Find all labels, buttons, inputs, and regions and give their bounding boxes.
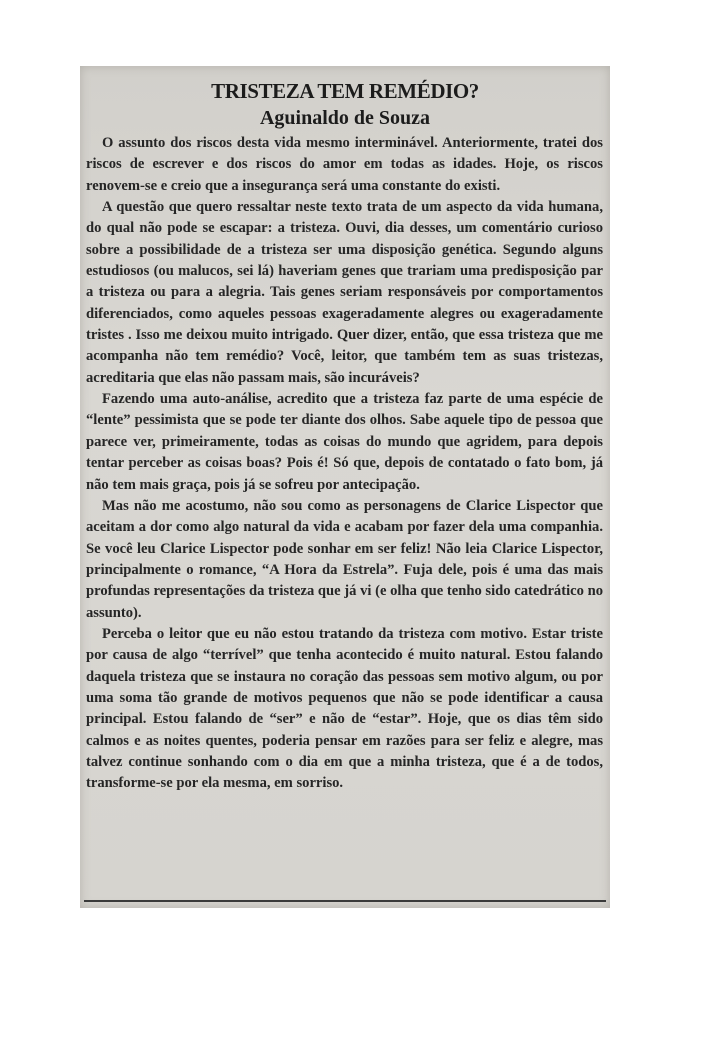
article-body <box>86 133 603 795</box>
paragraph: Mas não me acostumo, não sou como as personagens de Clarice Lispector que aceitam a dor como algo natural da vida e acabam por fazer dela uma companhia. Se você leu Clarice Lispector pode sonhar em ser feliz! Não leia Clarice Lispector, principalmente o romance, “A Hora da Estrela”. Fuja dele, pois é uma das mais profundas representações da tristeza que já vi (e olha que tenho sido catedrático no assunto). <box>86 497 603 621</box>
article-title: TRISTEZA TEM REMÉDIO? <box>211 79 479 103</box>
paragraph: Perceba o leitor que eu não estou tratando da tristeza com motivo. Estar triste por causa de algo “terrível” que tenha acontecido é muito natural. Estou falando daquela tristeza que se instaura no coração das pessoas sem motivo algum, ou por uma soma tão grande de motivos pequenos que não se pode identificar a causa principal. Estou falando de “ser” e não de “estar”. Hoje, que os dias têm sido calmos e as noites quentes, poderia pensar em razões para ser feliz e alegre, mas talvez continue sonhando com o dia em que a minha tristeza, que é a de todos, transforme-se por ela mesma, em sorriso. <box>86 625 603 792</box>
bottom-divider <box>84 900 606 902</box>
paragraph: O assunto dos riscos desta vida mesmo interminável. Anteriormente, tratei dos riscos de escrever e dos riscos do amor em todas as idades. Hoje, os riscos renovem-se e creio que a insegurança será uma constante do existi. <box>86 135 603 194</box>
paragraph: Fazendo uma auto-análise, acredito que a tristeza faz parte de uma espécie de “lente” pessimista que se pode ter diante dos olhos. Sabe aquele tipo de pessoa que parece ver, primeiramente, todas as coisas do mundo que agridem, para depois tentar perceber as coisas boas? Pois é! Só que, depois de contatado o fato bom, já não tem mais graça, pois já se sofreu por antecipação. <box>86 391 603 493</box>
newspaper-clipping <box>80 66 610 908</box>
article-author: Aguinaldo de Souza <box>259 107 431 129</box>
paragraph: A questão que quero ressaltar neste texto trata de um aspecto da vida humana, do qual não pode se escapar: a tristeza. Ouvi, dia desses, um comentário curioso sobre a possibilidade de a tristeza ser uma disposição genética. Segundo alguns estudiosos (ou malucos, sei lá) haveriam genes que trariam uma predisposição par a tristeza ou para a alegria. Tais genes seriam responsáveis por comportamentos diferenciados, como aqueles pessoas exageradamente alegres ou exageradamente tristes . Isso me deixou muito intrigado. Quer dizer, então, que essa tristeza que me acompanha não tem remédio? Você, leitor, que também tem as suas tristezas, acreditaria que elas não passam mais, são incuráveis? <box>86 199 603 386</box>
